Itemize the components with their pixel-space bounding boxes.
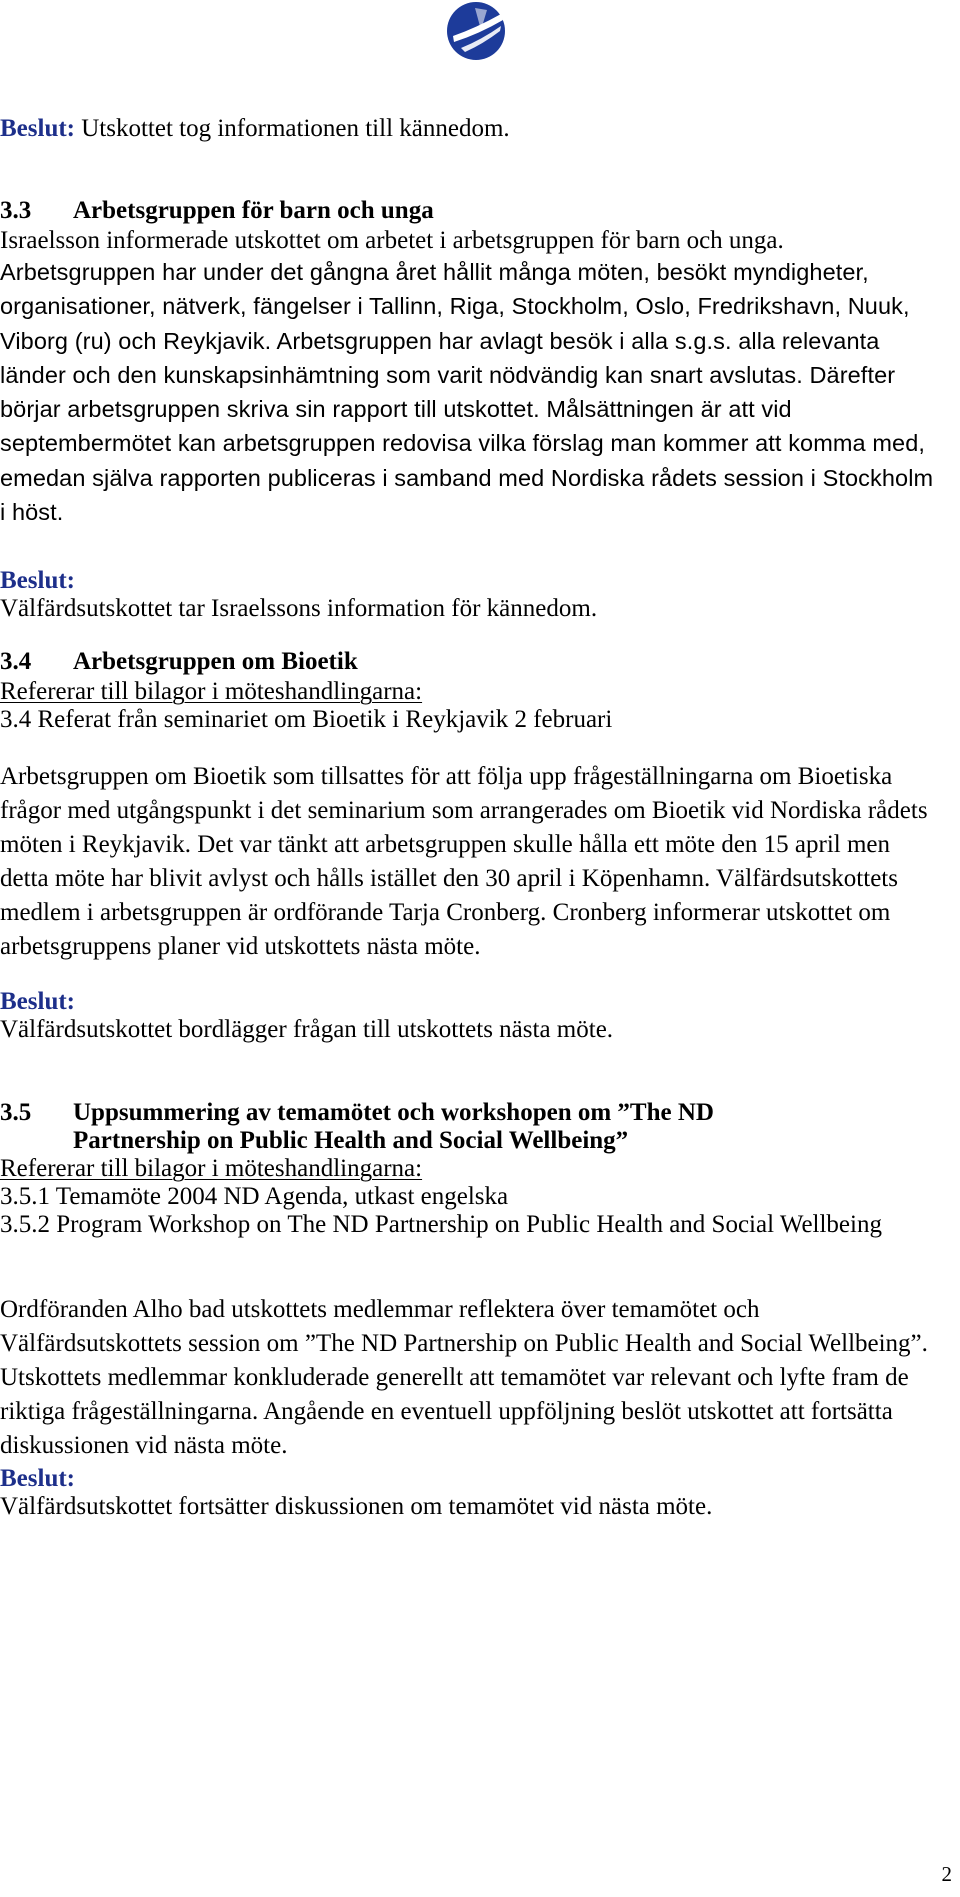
section-title: Arbetsgruppen om Bioetik bbox=[73, 648, 358, 675]
attachments-reference-text: Refererar till bilagor i möteshandlingarna: bbox=[0, 678, 423, 705]
university-logo-icon bbox=[445, 0, 507, 62]
section-number: 3.3 bbox=[0, 197, 32, 224]
decision-label: Beslut: bbox=[0, 115, 75, 142]
section-3-3-paragraph: Arbetsgruppen har under det gångna året hållit många möten, besökt myndigheter, organisationer, nätverk, fängelser i Tallinn, Riga, Stockholm, Oslo, Fredrikshavn, Nuuk, Viborg (ru) och Reykjavik. Arbetsgruppen har avlagt besök i alla s.g.s. alla relevanta länder och den kunskapsinhämtning som varit nödvändig kan snart avslutas. Därefter börjar arbetsgruppen skriva sin rapport till utskottet. Målsättningen är att vid septembermötet kan arbetsgruppen redovisa vilka förslag man kommer att komma med, emedan själva rapporten publiceras i samband med Nordiska rådets session i Stockholm i höst. bbox=[0, 259, 934, 526]
section-3-4-paragraph: Arbetsgruppen om Bioetik som tillsattes för att följa upp frågeställningarna om Bioetiska frågor med utgångspunkt i det seminarium som arrangerades om Bioetik vid Nordiska rådets möten i Reykjavik. Det var tänkt att arbetsgruppen skulle hålla ett möte den 15 april men detta möte har blivit avlyst och hålls istället den 30 april i Köpenhamn. Välfärdsutskottets medlem i arbetsgruppen är ordförande Tarja Cronberg. Cronberg informerar utskottet om arbetsgruppens planer vid utskottets nästa möte. bbox=[0, 763, 928, 960]
section-heading-3-3 bbox=[0, 194, 940, 228]
section-3-5-paragraph: Ordföranden Alho bad utskottets medlemmar reflektera över temamötet och Välfärdsutskottets session om ”The ND Partnership on Public Health and Social Wellbeing”. Utskottets medlemmar konkluderade generellt att temamötet var relevant och lyfte fram de riktiga frågeställningarna. Angående en eventuell uppföljning beslöt utskottet att fortsätta diskussionen vid nästa möte. bbox=[0, 1296, 928, 1459]
section-heading-3-4 bbox=[0, 645, 940, 679]
decision-label: Beslut: bbox=[0, 567, 75, 594]
decision-3-3-text: Välfärdsutskottet tar Israelssons information för kännedom. bbox=[0, 595, 598, 622]
decision-label: Beslut: bbox=[0, 1465, 75, 1492]
attachment-item: 3.5.1 Temamöte 2004 ND Agenda, utkast engelska bbox=[0, 1183, 509, 1210]
section-title-line-1: Uppsummering av temamötet och workshopen om ”The ND bbox=[73, 1099, 714, 1126]
decision-label: Beslut: bbox=[0, 988, 75, 1015]
section-number: 3.4 bbox=[0, 648, 32, 675]
decision-3-5-text: Välfärdsutskottet fortsätter diskussionen om temamötet vid nästa möte. bbox=[0, 1493, 713, 1520]
decision-3-4-text: Välfärdsutskottet bordlägger frågan till utskottets nästa möte. bbox=[0, 1016, 614, 1043]
attachment-item: 3.4 Referat från seminariet om Bioetik i Reykjavik 2 februari bbox=[0, 706, 613, 733]
section-title-line-2: Partnership on Public Health and Social Wellbeing” bbox=[73, 1127, 629, 1154]
page-number: 2 bbox=[941, 1862, 952, 1886]
section-title: Arbetsgruppen för barn och unga bbox=[73, 197, 434, 224]
decision-text: Utskottet tog informationen till kännedom. bbox=[75, 115, 510, 142]
attachments-reference-text: Refererar till bilagor i möteshandlingarna: bbox=[0, 1155, 423, 1182]
section-number: 3.5 bbox=[0, 1099, 32, 1126]
section-3-3-intro: Israelsson informerade utskottet om arbetet i arbetsgruppen för barn och unga. bbox=[0, 227, 784, 254]
attachment-item: 3.5.2 Program Workshop on The ND Partnership on Public Health and Social Wellbeing bbox=[0, 1211, 882, 1238]
decision-3-2 bbox=[0, 112, 940, 146]
